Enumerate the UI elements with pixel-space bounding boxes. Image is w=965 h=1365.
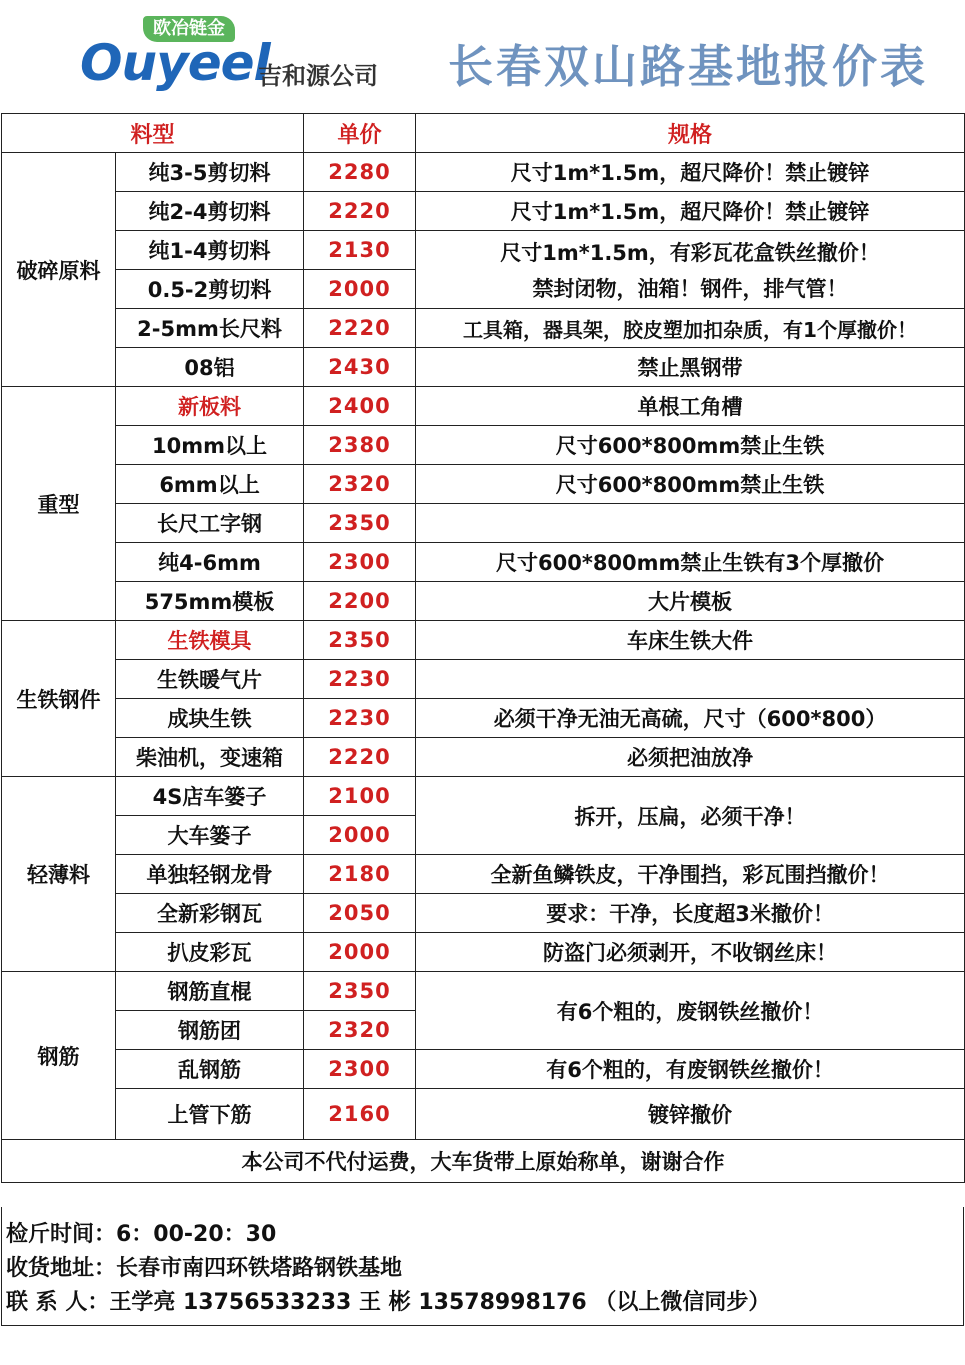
unit-price: 2230	[304, 660, 416, 699]
spec: 全新鱼鳞铁皮，干净围挡，彩瓦围挡撤价！	[416, 855, 965, 894]
material-type: 纯1-4剪切料	[116, 231, 304, 270]
contact-footer	[1, 1207, 964, 1326]
unit-price: 2350	[304, 972, 416, 1011]
table-row	[2, 543, 965, 582]
unit-price: 2220	[304, 192, 416, 231]
unit-price: 2220	[304, 309, 416, 348]
unit-price: 2300	[304, 1050, 416, 1089]
table-row	[2, 699, 965, 738]
unit-price: 2400	[304, 387, 416, 426]
spec: 防盗门必须剥开，不收钢丝床！	[416, 933, 965, 972]
spec: 尺寸1m*1.5m，超尺降价！禁止镀锌	[416, 192, 965, 231]
inspection-hours: 检斤时间：6：00-20：30	[6, 1222, 277, 1247]
notice-text: 本公司不代付运费，大车货带上原始称单，谢谢合作	[2, 1140, 965, 1183]
header-spec: 规格	[416, 114, 965, 153]
material-type: 2-5mm长尺料	[116, 309, 304, 348]
material-type: 纯3-5剪切料	[116, 153, 304, 192]
unit-price: 2320	[304, 1011, 416, 1050]
table-row	[2, 153, 965, 192]
unit-price: 2350	[304, 504, 416, 543]
group-label: 重型	[2, 387, 116, 621]
table-row	[2, 309, 965, 348]
unit-price: 2050	[304, 894, 416, 933]
material-type: 长尺工字钢	[116, 504, 304, 543]
unit-price: 2280	[304, 153, 416, 192]
material-type: 纯4-6mm	[116, 543, 304, 582]
material-type: 575mm模板	[116, 582, 304, 621]
spec: 尺寸600*800mm禁止生铁	[416, 465, 965, 504]
delivery-address: 收货地址：长春市南四环铁塔路钢铁基地	[6, 1256, 403, 1281]
spec: 拆开，压扁，必须干净！	[416, 777, 965, 855]
table-row	[2, 504, 965, 543]
table-row	[2, 660, 965, 699]
unit-price: 2160	[304, 1089, 416, 1140]
table-row	[2, 1050, 965, 1089]
spec-line: 尺寸1m*1.5m，有彩瓦花盒铁丝撤价！	[500, 240, 880, 265]
group-label: 钢筋	[2, 972, 116, 1140]
unit-price: 2100	[304, 777, 416, 816]
unit-price: 2180	[304, 855, 416, 894]
unit-price: 2200	[304, 582, 416, 621]
material-type: 扒皮彩瓦	[116, 933, 304, 972]
group-label: 生铁钢件	[2, 621, 116, 777]
material-type: 08铝	[116, 348, 304, 387]
group-label: 轻薄料	[2, 777, 116, 972]
material-type: 纯2-4剪切料	[116, 192, 304, 231]
material-type: 4S店车篓子	[116, 777, 304, 816]
page-title: 长春双山路基地报价表	[448, 40, 929, 93]
unit-price: 2000	[304, 270, 416, 309]
spec: 必须干净无油无高硫，尺寸（600*800）	[416, 699, 965, 738]
unit-price: 2230	[304, 699, 416, 738]
material-type: 柴油机，变速箱	[116, 738, 304, 777]
material-type: 生铁模具	[116, 621, 304, 660]
table-row	[2, 465, 965, 504]
notice-row	[2, 1140, 965, 1183]
logo-banner: 欧冶链金	[143, 16, 235, 42]
material-type: 成块生铁	[116, 699, 304, 738]
table-row	[2, 933, 965, 972]
logo-company-name: 吉和源公司	[258, 62, 378, 90]
table-row	[2, 582, 965, 621]
spec: 有6个粗的，有废钢铁丝撤价！	[416, 1050, 965, 1089]
material-type: 单独轻钢龙骨	[116, 855, 304, 894]
contact-persons: 联 系 人：王学亮 13756533233 王 彬 13578998176 （以上微信同步）	[6, 1290, 771, 1315]
unit-price: 2350	[304, 621, 416, 660]
material-type: 生铁暖气片	[116, 660, 304, 699]
group-label: 破碎原料	[2, 153, 116, 387]
material-type: 钢筋团	[116, 1011, 304, 1050]
unit-price: 2380	[304, 426, 416, 465]
spec: 单根工角槽	[416, 387, 965, 426]
spec: 必须把油放净	[416, 738, 965, 777]
table-row	[2, 972, 965, 1011]
spec-line: 禁封闭物，油箱！钢件，排气管！	[532, 276, 848, 301]
material-type: 乱钢筋	[116, 1050, 304, 1089]
spec: 尺寸1m*1.5m，超尺降价！禁止镀锌	[416, 153, 965, 192]
price-table	[1, 113, 965, 1183]
material-type: 10mm以上	[116, 426, 304, 465]
spec-merged	[416, 231, 965, 309]
unit-price: 2300	[304, 543, 416, 582]
table-row	[2, 894, 965, 933]
table-row	[2, 777, 965, 816]
table-row	[2, 426, 965, 465]
spec: 车床生铁大件	[416, 621, 965, 660]
company-logo	[80, 12, 380, 100]
spec: 禁止黑钢带	[416, 348, 965, 387]
material-type: 钢筋直棍	[116, 972, 304, 1011]
material-type: 0.5-2剪切料	[116, 270, 304, 309]
material-type: 大车篓子	[116, 816, 304, 855]
spec: 镀锌撤价	[416, 1089, 965, 1140]
table-row	[2, 387, 965, 426]
table-row	[2, 855, 965, 894]
spec: 尺寸600*800mm禁止生铁	[416, 426, 965, 465]
spec: 尺寸600*800mm禁止生铁有3个厚撤价	[416, 543, 965, 582]
spec: 大片模板	[416, 582, 965, 621]
table-row	[2, 192, 965, 231]
spec	[416, 660, 965, 699]
material-type: 6mm以上	[116, 465, 304, 504]
table-row	[2, 621, 965, 660]
unit-price: 2220	[304, 738, 416, 777]
material-type: 新板料	[116, 387, 304, 426]
spec: 要求：干净，长度超3米撤价！	[416, 894, 965, 933]
table-row	[2, 1089, 965, 1140]
logo-wordmark: Ouyeel	[80, 34, 270, 92]
spec: 工具箱，器具架，胶皮塑加扣杂质，有1个厚撤价！	[416, 309, 965, 348]
unit-price: 2000	[304, 816, 416, 855]
unit-price: 2130	[304, 231, 416, 270]
unit-price: 2320	[304, 465, 416, 504]
material-type: 全新彩钢瓦	[116, 894, 304, 933]
page-header	[0, 0, 965, 112]
table-row	[2, 738, 965, 777]
unit-price: 2430	[304, 348, 416, 387]
header-type: 料型	[2, 114, 304, 153]
header-price: 单价	[304, 114, 416, 153]
table-row	[2, 231, 965, 270]
material-type: 上管下筋	[116, 1089, 304, 1140]
spec: 有6个粗的，废钢铁丝撤价！	[416, 972, 965, 1050]
unit-price: 2000	[304, 933, 416, 972]
table-header-row	[2, 114, 965, 153]
spec	[416, 504, 965, 543]
table-row	[2, 348, 965, 387]
